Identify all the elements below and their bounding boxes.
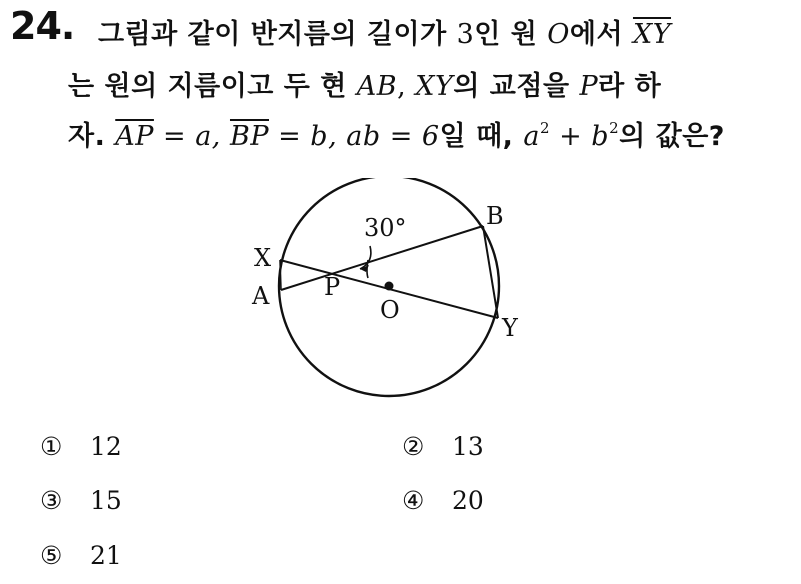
line1-text-1: 그림과 같이 반지름의 길이가 bbox=[98, 19, 457, 50]
exponent-2: 2 bbox=[609, 119, 620, 137]
question-number: 24. bbox=[10, 4, 75, 48]
segment-bp: $\overline{BP}$ bbox=[229, 121, 269, 152]
point-y-label: Y bbox=[502, 314, 518, 342]
segment-ap: $\overline{AP}$ bbox=[115, 121, 154, 152]
choice-2[interactable] bbox=[402, 432, 484, 461]
choice-3-marker: ③ bbox=[40, 486, 63, 515]
point-x-label: X bbox=[254, 244, 272, 272]
point-o-label: O bbox=[380, 296, 400, 324]
choice-1-value: 12 bbox=[90, 432, 122, 461]
choice-1-marker: ① bbox=[40, 432, 63, 461]
line2-text-1: 는 원의 지름이고 두 현 bbox=[68, 71, 357, 102]
line3-text-2: 일 때, bbox=[439, 121, 524, 152]
choice-2-marker: ② bbox=[402, 432, 425, 461]
point-p-fig-label: P bbox=[324, 273, 341, 301]
radius-value: 3 bbox=[456, 19, 475, 50]
line3-text-3: 의 값은? bbox=[619, 121, 725, 152]
segment-xy: $\overline{XY}$ bbox=[632, 19, 672, 50]
chord-ab: AB bbox=[356, 71, 398, 102]
choice-3[interactable] bbox=[40, 486, 122, 515]
choice-2-value: 13 bbox=[452, 432, 484, 461]
line1-text-2: 인 원 bbox=[474, 19, 548, 50]
choice-4-value: 20 bbox=[452, 486, 484, 515]
question-line-2 bbox=[68, 64, 661, 103]
plus-sign: + bbox=[550, 121, 592, 152]
choice-5[interactable] bbox=[40, 541, 122, 570]
segment-by-line bbox=[483, 226, 498, 318]
equation-a: = a, bbox=[153, 121, 230, 152]
choice-3-value: 15 bbox=[90, 486, 122, 515]
equation-b: = b, bbox=[269, 121, 347, 152]
segment-xa-line bbox=[280, 260, 281, 290]
line2-text-3: 라 하 bbox=[598, 71, 662, 102]
circle-diagram bbox=[240, 178, 540, 413]
point-p-label: P bbox=[579, 71, 599, 102]
point-a-label: A bbox=[252, 282, 270, 310]
choice-5-value: 21 bbox=[90, 541, 122, 570]
product-condition: ab = 6 bbox=[346, 121, 440, 152]
line3-text-1: 자. bbox=[68, 121, 116, 152]
angle-label: 30° bbox=[364, 214, 407, 242]
line1-text-3: 에서 bbox=[569, 19, 633, 50]
choice-1[interactable] bbox=[40, 432, 122, 461]
choice-4[interactable] bbox=[402, 486, 484, 515]
center-label: O bbox=[547, 19, 570, 50]
exponent-1: 2 bbox=[539, 119, 550, 137]
chord-separator: , bbox=[397, 71, 416, 102]
square-a: a bbox=[523, 121, 540, 152]
choice-5-marker: ⑤ bbox=[40, 541, 63, 570]
square-b: b bbox=[591, 121, 610, 152]
angle-arrow bbox=[360, 246, 371, 269]
question-line-3 bbox=[68, 114, 725, 153]
point-b-label: B bbox=[486, 202, 504, 230]
choice-4-marker: ④ bbox=[402, 486, 425, 515]
chord-xy: XY bbox=[415, 71, 454, 102]
question-line-1 bbox=[98, 12, 671, 51]
center-point bbox=[385, 282, 394, 291]
line2-text-2: 의 교점을 bbox=[453, 71, 580, 102]
